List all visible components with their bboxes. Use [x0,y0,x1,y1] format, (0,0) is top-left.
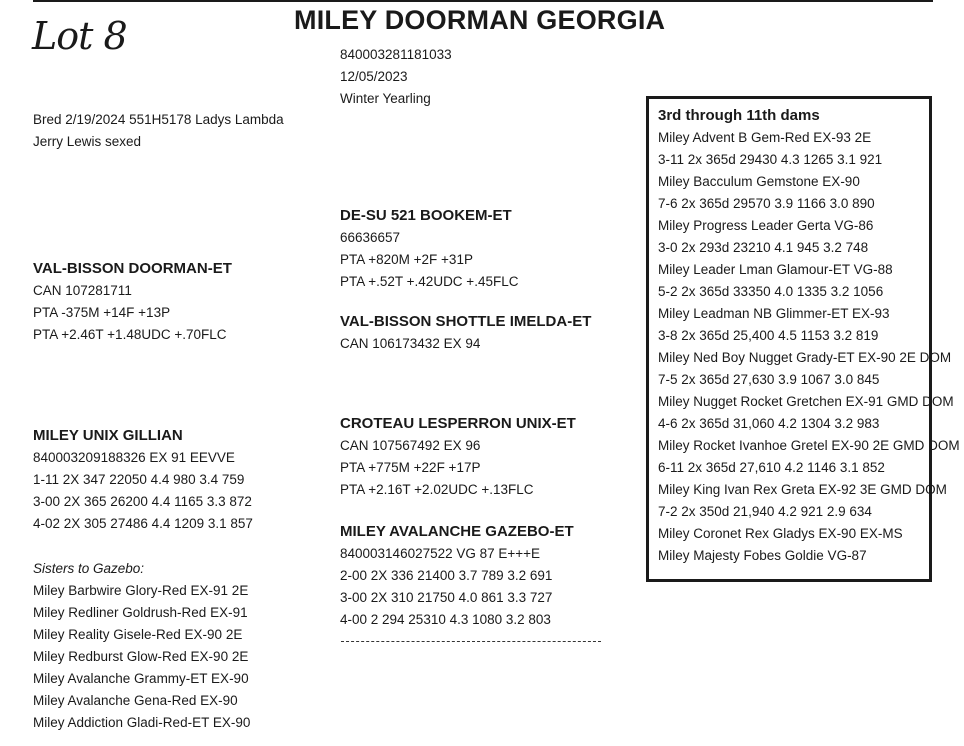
dams-box-heading: 3rd through 11th dams [658,107,820,124]
sister-item: Miley Reality Gisele-Red EX-90 2E [33,627,243,642]
sister-item: Miley Redliner Goldrush-Red EX-91 [33,605,248,620]
dams-box-line: 5-2 2x 365d 33350 4.0 1335 3.2 1056 [658,284,884,299]
sire-sire-line: PTA +820M +2F +31P [340,252,473,267]
dams-box-line: 3-11 2x 365d 29430 4.3 1265 3.1 921 [658,152,883,167]
dams-box-line: 4-6 2x 365d 31,060 4.2 1304 3.2 983 [658,416,880,431]
dashed-divider [341,641,601,642]
dams-box-line: Miley Leadman NB Glimmer-ET EX-93 [658,306,890,321]
dam-record-line: 840003209188326 EX 91 EEVVE [33,450,235,465]
dams-box-line: 7-2 2x 350d 21,940 4.2 921 2.9 634 [658,504,872,519]
dam-record-line: 3-00 2X 365 26200 4.4 1165 3.3 872 [33,494,252,509]
dams-box-line: Miley Bacculum Gemstone EX-90 [658,174,860,189]
dams-box-line: Miley Rocket Ivanhoe Gretel EX-90 2E GMD DOM [658,438,960,453]
sire-name: VAL-BISSON DOORMAN-ET [33,260,232,277]
dam-sire-line: PTA +775M +22F +17P [340,460,481,475]
dam-record-line: 4-02 2X 305 27486 4.4 1209 3.1 857 [33,516,253,531]
dams-box-line: Miley King Ivan Rex Greta EX-92 3E GMD DOM [658,482,947,497]
dams-box-line: Miley Leader Lman Glamour-ET VG-88 [658,262,893,277]
dam-sire-line: CAN 107567492 EX 96 [340,438,481,453]
dam-sire-block [340,413,576,501]
sire-line: PTA +2.46T +1.48UDC +.70FLC [33,327,227,342]
registration-number: 840003281181033 [340,47,452,62]
dam-dam-line: 3-00 2X 310 21750 4.0 861 3.3 727 [340,590,553,605]
age-class: Winter Yearling [340,91,431,106]
sister-item: Miley Avalanche Gena-Red EX-90 [33,693,238,708]
animal-name-title: MILEY DOORMAN GEORGIA [294,5,666,35]
sire-line: CAN 107281711 [33,283,132,298]
sister-item: Miley Barbwire Glory-Red EX-91 2E [33,583,249,598]
bred-info: Bred 2/19/2024 551H5178 Ladys Lambda [33,112,284,127]
sire-dam-line: CAN 106173432 EX 94 [340,336,481,351]
sire-line: PTA -375M +14F +13P [33,305,171,320]
dams-box-line: 7-6 2x 365d 29570 3.9 1166 3.0 890 [658,196,875,211]
dam-record-line: 1-11 2X 347 22050 4.4 980 3.4 759 [33,472,245,487]
dams-box-line: Miley Nugget Rocket Gretchen EX-91 GMD DOM [658,394,954,409]
dams-box-line: Miley Progress Leader Gerta VG-86 [658,218,874,233]
dam-dam-line: 2-00 2X 336 21400 3.7 789 3.2 691 [340,568,553,583]
dam-sire-line: PTA +2.16T +2.02UDC +.13FLC [340,482,534,497]
sire-sire-name: DE-SU 521 BOOKEM-ET [340,207,512,224]
sister-item: Miley Avalanche Grammy-ET EX-90 [33,671,249,686]
dams-box-line: 3-0 2x 293d 23210 4.1 945 3.2 748 [658,240,869,255]
sire-sire-line: 66636657 [340,230,401,245]
sister-item: Miley Addiction Gladi-Red-ET EX-90 [33,715,251,730]
dam-block [33,425,253,535]
birth-date: 12/05/2023 [340,69,408,84]
sire-block [33,258,232,346]
sisters-heading: Sisters to Gazebo: [33,561,145,576]
dam-dam-name: MILEY AVALANCHE GAZEBO-ET [340,523,574,540]
sire-dam-name: VAL-BISSON SHOTTLE IMELDA-ET [340,313,592,330]
dams-box-line: 3-8 2x 365d 25,400 4.5 1153 3.2 819 [658,328,879,343]
sire-dam-block [340,311,591,355]
dams-box-line: Miley Advent B Gem-Red EX-93 2E [658,130,872,145]
dams-box-line: 7-5 2x 365d 27,630 3.9 1067 3.0 845 [658,372,880,387]
dams-box-line: Miley Coronet Rex Gladys EX-90 EX-MS [658,526,903,541]
dam-dam-block [340,521,574,631]
dams-box-line: Miley Majesty Fobes Goldie VG-87 [658,548,867,563]
dam-name: MILEY UNIX GILLIAN [33,427,183,444]
dam-dam-line: 840003146027522 VG 87 E+++E [340,546,541,561]
dams-box-line: Miley Ned Boy Nugget Grady-ET EX-90 2E DOM [658,350,952,365]
sexed-info: Jerry Lewis sexed [33,134,142,149]
dams-box [646,96,960,582]
sisters-block [33,558,250,734]
dam-dam-line: 4-00 2 294 25310 4.3 1080 3.2 803 [340,612,551,627]
sire-sire-block [340,205,518,293]
dam-sire-name: CROTEAU LESPERRON UNIX-ET [340,415,576,432]
top-rule [33,0,933,2]
lot-number: Lot 8 [32,14,127,58]
sire-sire-line: PTA +.52T +.42UDC +.45FLC [340,274,519,289]
dams-box-line: 6-11 2x 365d 27,610 4.2 1146 3.1 852 [658,460,885,475]
sister-item: Miley Redburst Glow-Red EX-90 2E [33,649,249,664]
